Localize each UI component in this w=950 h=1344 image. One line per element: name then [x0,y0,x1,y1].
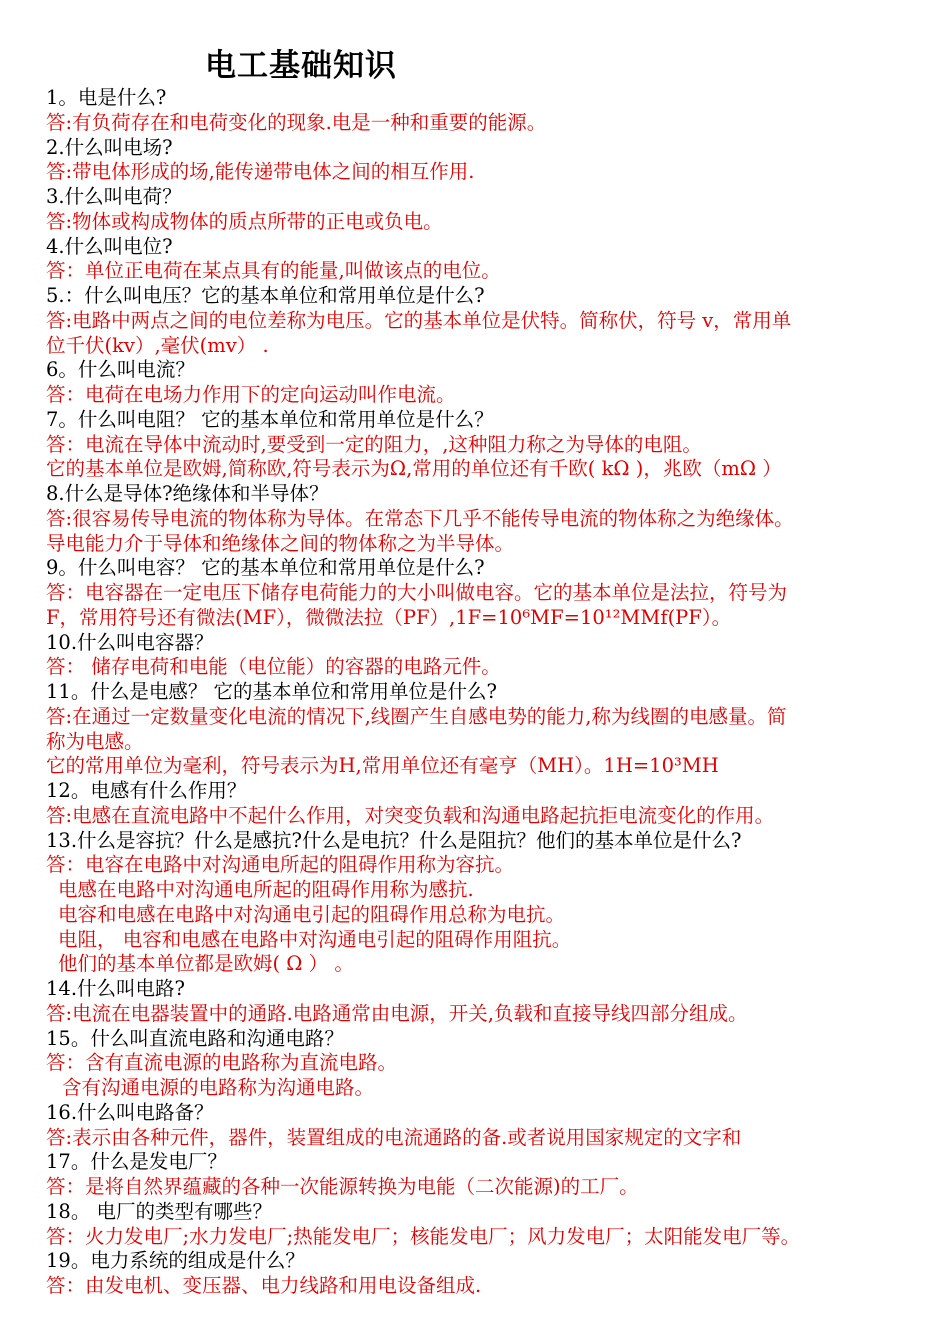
question-line: 6。什么叫电流？ [46,358,195,382]
question-line: 19。电力系统的组成是什么？ [46,1249,305,1273]
answer-line: 含有沟通电源的电路称为沟通电路。 [62,1076,375,1099]
answer-line: 答：电容器在一定电压下储存电荷能力的大小叫做电容。它的基本单位是法拉，符号为 [46,581,788,604]
question-line: 11。什么是电感？ 它的基本单位和常用单位是什么? [46,680,497,703]
answer-line: 答:电路中两点之间的电位差称为电压。它的基本单位是伏特。简称伏，符号 v，常用单 [46,308,792,332]
question-line: 18。 电厂的类型有哪些？ [46,1199,273,1223]
answer-line: 电阻， 电容和电感在电路中对沟通电引起的阻碍作用阻抗。 [58,927,572,951]
answer-line: 答:表示由各种元件，器件，装置组成的电流通路的备.或者说用国家规定的文字和 [46,1125,742,1149]
question-line: 4.什么叫电位? [46,234,173,258]
question-line: 16.什么叫电路备？ [46,1100,214,1124]
question-line: 8.什么是导体?绝缘体和半导体？ [46,482,329,505]
answer-line: 答：电荷在电场力作用下的定向运动叫作电流。 [46,383,456,406]
question-line: 5.：什么叫电压？它的基本单位和常用单位是什么? [46,284,485,307]
answer-line: 答： 储存电荷和电能（电位能）的容器的电路元件。 [46,655,501,679]
answer-line: 他们的基本单位都是欧姆( Ω ） 。 [58,952,354,976]
question-line: 15。什么叫直流电路和沟通电路？ [46,1026,344,1050]
answer-line: 导电能力介于导体和绝缘体之间的物体称之为半导体。 [46,531,515,555]
page-title: 电工基础知识 [205,48,397,84]
question-line: 17。什么是发电厂？ [46,1150,227,1174]
answer-line: 答：由发电机、变压器、电力线路和用电设备组成. [46,1274,482,1297]
answer-line: 答：单位正电荷在某点具有的能量,叫做该点的电位。 [46,259,501,283]
answer-line: 位千伏(kv）,毫伏(mv） . [46,333,269,357]
answer-line: 答:在通过一定数量变化电流的情况下,线圈产生自感电势的能力,称为线圈的电感量。简 [46,704,787,728]
answer-line: 答:有负荷存在和电荷变化的现象.电是一种和重要的能源。 [46,110,547,134]
answer-line: 称为电感。 [46,729,144,753]
question-line: 10.什么叫电容器？ [46,630,214,654]
qa-content [46,86,916,1299]
question-line: 12。电感有什么作用？ [46,779,247,802]
answer-line: 答：电流在导体中流动时,要受到一定的阻力，,这种阻力称之为导体的电阻。 [46,432,702,456]
answer-line: 答:电感在直流电路中不起什么作用，对突变负载和沟通电路起抗拒电流变化的作用。 [46,803,775,827]
answer-line: 它的常用单位为毫利，符号表示为H,常用单位还有毫亨（MH）。1H=10³MH [46,754,719,778]
question-line: 3.什么叫电荷？ [46,185,182,208]
answer-line: 答：含有直流电源的电路称为直流电路。 [46,1051,398,1075]
answer-line: 答:物体或构成物体的质点所带的正电或负电。 [46,209,443,233]
answer-line: 它的基本单位是欧姆,简称欧,符号表示为Ω,常用的单位还有千欧( kΩ )，兆欧（mΩ ） [46,457,782,481]
question-line: 7。什么叫电阻？ 它的基本单位和常用单位是什么？ [46,407,494,431]
answer-line: 答：火力发电厂;水力发电厂;热能发电厂；核能发电厂；风力发电厂；太阳能发电厂等。 [46,1224,801,1248]
answer-line: 电感在电路中对沟通电所起的阻碍作用称为感抗. [58,878,474,901]
question-line: 14.什么叫电路? [46,977,185,1000]
answer-line: 答:带电体形成的场,能传递带电体之间的相互作用. [46,160,475,184]
question-line: 1。电是什么? [46,86,167,109]
answer-line: 答：电容在电路中对沟通电所起的阻碍作用称为容抗。 [46,853,515,877]
answer-line: 电容和电感在电路中对沟通电引起的阻碍作用总称为电抗。 [58,902,566,926]
answer-line: F，常用符号还有微法(MF），微微法拉（PF）,1F=10⁶MF=10¹²MMf(PF）。 [46,605,732,629]
answer-line: 答：是将自然界蕴藏的各种一次能源转换为电能（二次能源)的工厂。 [46,1175,639,1198]
question-line: 9。什么叫电容？ 它的基本单位和常用单位是什么? [46,556,485,580]
question-line: 2.什么叫电场? [46,135,173,159]
answer-line: 答:很容易传导电流的物体称为导体。在常态下几乎不能传导电流的物体称之为绝缘体。 [46,506,794,530]
answer-line: 答:电流在电器装置中的通路.电路通常由电源，开关,负载和直接导线四部分组成。 [46,1001,748,1025]
question-line: 13.什么是容抗？什么是感抗?什么是电抗？什么是阻抗？他们的基本单位是什么? [46,828,742,852]
